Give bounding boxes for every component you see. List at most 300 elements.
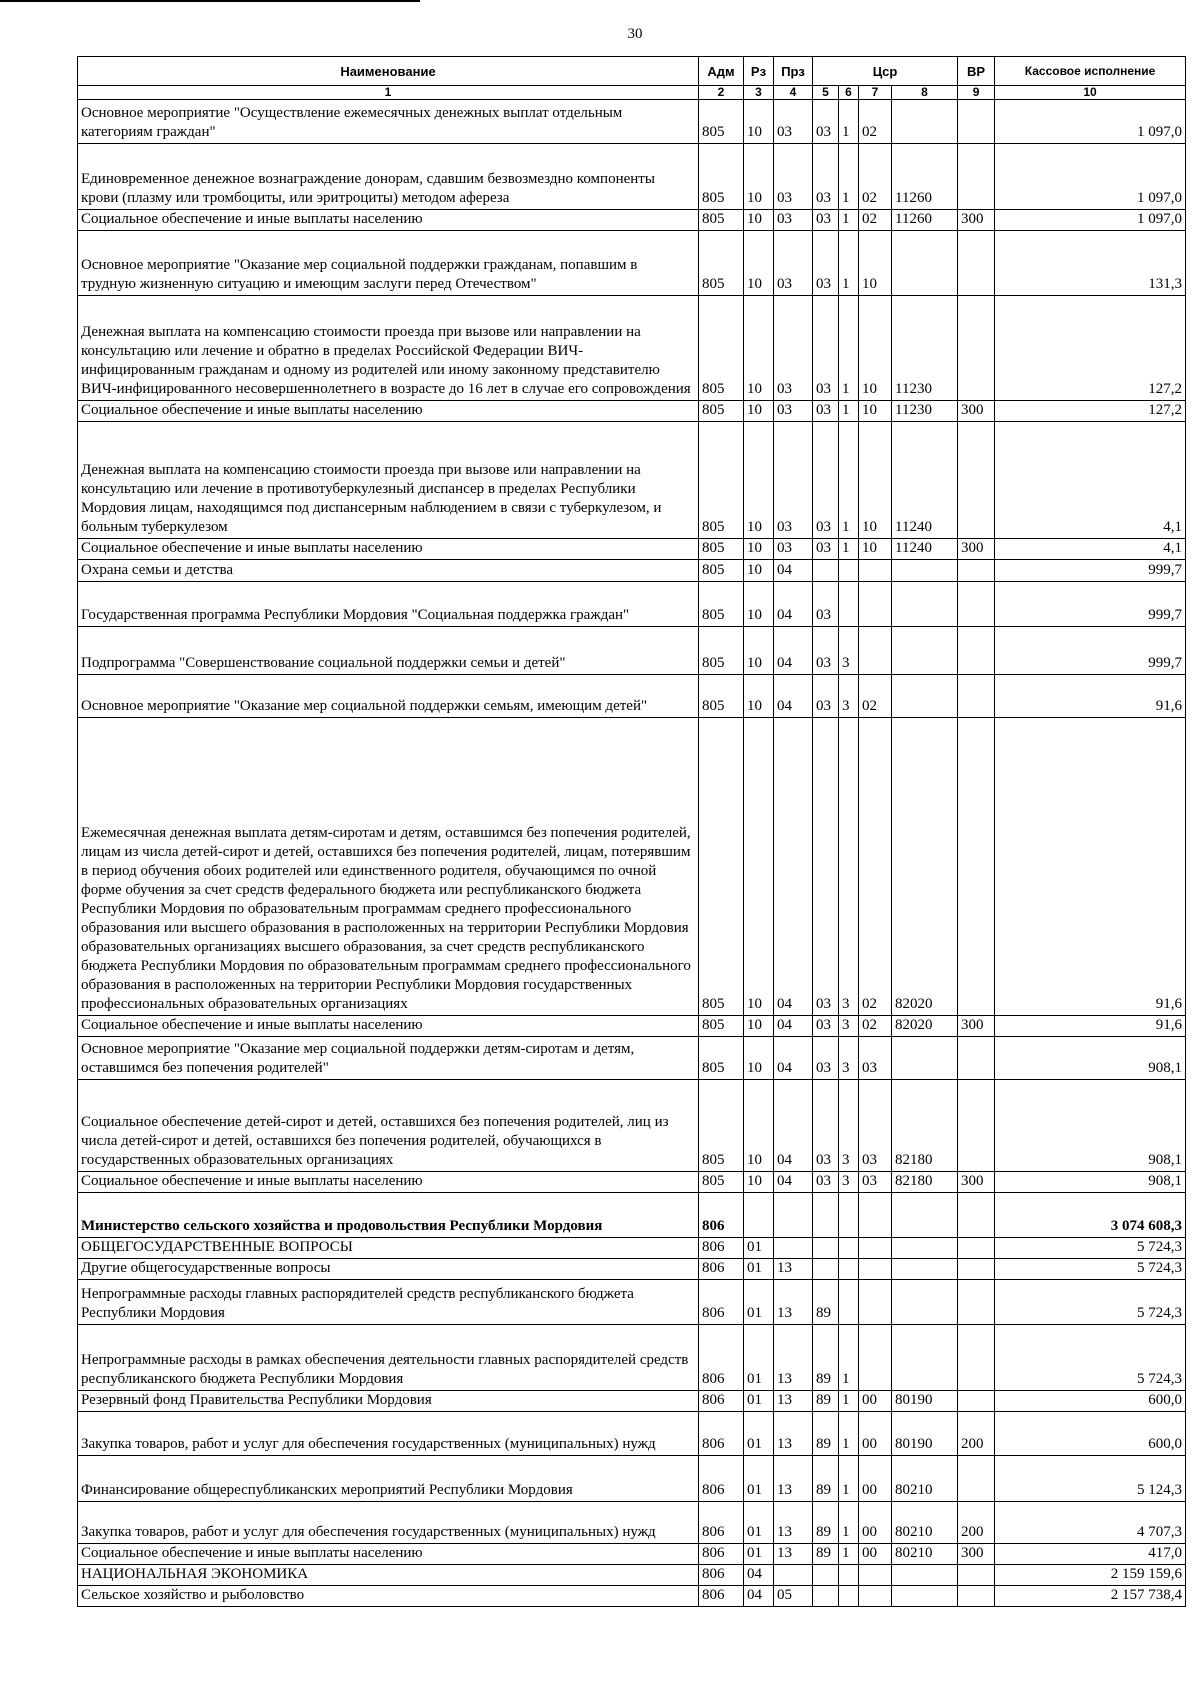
row-name-cell: Непрограммные расходы в рамках обеспечения деятельности главных распорядителей средств республиканского бюджета Республики Мордовия	[78, 1325, 699, 1391]
column-number: 8	[892, 86, 958, 100]
csr-program-cell	[813, 1193, 839, 1238]
adm-cell: 805	[699, 1080, 744, 1172]
csr-subprogram-cell: 1	[839, 1502, 859, 1544]
adm-cell: 805	[699, 675, 744, 718]
row-name-cell: Государственная программа Республики Мордовия "Социальная поддержка граждан"	[78, 582, 699, 627]
csr-event-cell	[859, 1325, 892, 1391]
prz-cell: 03	[774, 144, 813, 210]
rz-cell: 01	[744, 1325, 774, 1391]
row-name-cell: Денежная выплата на компенсацию стоимости проезда при вызове или направлении на консультацию или лечение в противотуберкулезный диспансер в пределах Республики Мордовия лицам, находящимся под диспансерным наблюдением в связи с туберкулезом, и больным туберкулезом	[78, 422, 699, 539]
prz-cell: 03	[774, 401, 813, 422]
csr-direction-cell: 11260	[892, 144, 958, 210]
vr-cell	[958, 144, 995, 210]
table-row	[78, 675, 1186, 718]
csr-subprogram-cell: 1	[839, 231, 859, 296]
prz-cell: 04	[774, 627, 813, 675]
amount-cell: 4 707,3	[995, 1502, 1186, 1544]
csr-subprogram-cell: 1	[839, 1391, 859, 1412]
rz-cell: 10	[744, 582, 774, 627]
adm-cell: 806	[699, 1238, 744, 1259]
csr-direction-cell	[892, 675, 958, 718]
adm-cell: 805	[699, 560, 744, 582]
vr-cell	[958, 582, 995, 627]
csr-subprogram-cell	[839, 1259, 859, 1280]
prz-cell	[774, 1193, 813, 1238]
header-rz: Рз	[744, 57, 774, 86]
rz-cell: 10	[744, 1016, 774, 1037]
csr-direction-cell	[892, 1586, 958, 1607]
amount-cell: 908,1	[995, 1172, 1186, 1193]
csr-event-cell: 02	[859, 718, 892, 1016]
amount-cell: 91,6	[995, 675, 1186, 718]
csr-event-cell	[859, 1565, 892, 1586]
csr-subprogram-cell: 1	[839, 210, 859, 231]
prz-cell	[774, 1238, 813, 1259]
csr-subprogram-cell	[839, 1586, 859, 1607]
rz-cell: 10	[744, 210, 774, 231]
prz-cell: 13	[774, 1259, 813, 1280]
csr-subprogram-cell: 1	[839, 401, 859, 422]
csr-program-cell: 89	[813, 1412, 839, 1456]
column-number: 4	[774, 86, 813, 100]
csr-event-cell: 00	[859, 1456, 892, 1502]
csr-program-cell	[813, 1259, 839, 1280]
table-row	[78, 296, 1186, 401]
column-number: 9	[958, 86, 995, 100]
csr-subprogram-cell: 3	[839, 1080, 859, 1172]
csr-subprogram-cell: 3	[839, 627, 859, 675]
amount-cell: 4,1	[995, 422, 1186, 539]
table-row	[78, 1016, 1186, 1037]
prz-cell: 13	[774, 1456, 813, 1502]
csr-program-cell	[813, 1238, 839, 1259]
csr-program-cell: 89	[813, 1325, 839, 1391]
rz-cell: 04	[744, 1586, 774, 1607]
column-number: 5	[813, 86, 839, 100]
rz-cell: 10	[744, 1037, 774, 1080]
row-name-cell: Единовременное денежное вознаграждение донорам, сдавшим безвозмездно компоненты крови (плазму или тромбоциты, или эритроциты) методом афереза	[78, 144, 699, 210]
table-row	[78, 210, 1186, 231]
amount-cell: 600,0	[995, 1391, 1186, 1412]
adm-cell: 805	[699, 1016, 744, 1037]
row-name-cell: Социальное обеспечение и иные выплаты населению	[78, 1016, 699, 1037]
csr-subprogram-cell	[839, 1565, 859, 1586]
adm-cell: 806	[699, 1193, 744, 1238]
vr-cell	[958, 1259, 995, 1280]
column-number: 1	[78, 86, 699, 100]
csr-program-cell: 03	[813, 401, 839, 422]
csr-direction-cell	[892, 1280, 958, 1325]
row-name-cell: Социальное обеспечение и иные выплаты населению	[78, 539, 699, 560]
csr-direction-cell	[892, 1037, 958, 1080]
csr-event-cell: 02	[859, 675, 892, 718]
rz-cell: 10	[744, 627, 774, 675]
csr-program-cell: 03	[813, 1080, 839, 1172]
csr-program-cell: 03	[813, 675, 839, 718]
adm-cell: 805	[699, 627, 744, 675]
rz-cell: 01	[744, 1259, 774, 1280]
rz-cell: 10	[744, 1172, 774, 1193]
csr-event-cell	[859, 1586, 892, 1607]
column-number-row	[78, 86, 1186, 100]
rz-cell: 04	[744, 1565, 774, 1586]
vr-cell: 200	[958, 1412, 995, 1456]
table-row	[78, 1412, 1186, 1456]
amount-cell: 5 724,3	[995, 1259, 1186, 1280]
csr-program-cell: 89	[813, 1456, 839, 1502]
prz-cell: 03	[774, 422, 813, 539]
adm-cell: 806	[699, 1502, 744, 1544]
csr-direction-cell: 82180	[892, 1080, 958, 1172]
table-row	[78, 1586, 1186, 1607]
csr-direction-cell	[892, 560, 958, 582]
amount-cell: 908,1	[995, 1037, 1186, 1080]
table-row	[78, 718, 1186, 1016]
csr-program-cell: 03	[813, 1037, 839, 1080]
csr-direction-cell: 80190	[892, 1412, 958, 1456]
adm-cell: 805	[699, 296, 744, 401]
rz-cell: 10	[744, 100, 774, 144]
header-name: Наименование	[78, 57, 699, 86]
csr-program-cell	[813, 1586, 839, 1607]
prz-cell: 04	[774, 560, 813, 582]
csr-direction-cell	[892, 1193, 958, 1238]
csr-event-cell: 03	[859, 1037, 892, 1080]
table-row	[78, 1325, 1186, 1391]
row-name-cell: Охрана семьи и детства	[78, 560, 699, 582]
header-csr: Цср	[813, 57, 958, 86]
table-row	[78, 100, 1186, 144]
amount-cell: 600,0	[995, 1412, 1186, 1456]
vr-cell	[958, 718, 995, 1016]
amount-cell: 999,7	[995, 627, 1186, 675]
csr-subprogram-cell	[839, 1238, 859, 1259]
table-row	[78, 539, 1186, 560]
amount-cell: 3 074 608,3	[995, 1193, 1186, 1238]
csr-program-cell: 03	[813, 296, 839, 401]
csr-event-cell	[859, 582, 892, 627]
prz-cell: 13	[774, 1325, 813, 1391]
csr-subprogram-cell: 3	[839, 1016, 859, 1037]
csr-subprogram-cell: 1	[839, 100, 859, 144]
row-name-cell: Основное мероприятие "Оказание мер социальной поддержки детям-сиротам и детям, оставшимся без попечения родителей"	[78, 1037, 699, 1080]
table-row	[78, 1037, 1186, 1080]
prz-cell: 03	[774, 296, 813, 401]
row-name-cell: Основное мероприятие "Оказание мер социальной поддержки семьям, имеющим детей"	[78, 675, 699, 718]
vr-cell	[958, 675, 995, 718]
prz-cell	[774, 1565, 813, 1586]
vr-cell	[958, 1325, 995, 1391]
vr-cell	[958, 231, 995, 296]
prz-cell: 03	[774, 210, 813, 231]
adm-cell: 806	[699, 1565, 744, 1586]
csr-event-cell: 02	[859, 210, 892, 231]
adm-cell: 805	[699, 100, 744, 144]
amount-cell: 999,7	[995, 582, 1186, 627]
rz-cell: 10	[744, 560, 774, 582]
csr-direction-cell: 11230	[892, 401, 958, 422]
adm-cell: 805	[699, 582, 744, 627]
csr-direction-cell: 80210	[892, 1544, 958, 1565]
csr-direction-cell	[892, 100, 958, 144]
vr-cell: 300	[958, 1016, 995, 1037]
csr-subprogram-cell: 1	[839, 539, 859, 560]
vr-cell	[958, 1565, 995, 1586]
prz-cell: 13	[774, 1412, 813, 1456]
csr-subprogram-cell: 1	[839, 296, 859, 401]
vr-cell	[958, 422, 995, 539]
prz-cell: 05	[774, 1586, 813, 1607]
row-name-cell: Социальное обеспечение детей-сирот и детей, оставшихся без попечения родителей, лиц из числа детей-сирот и детей, оставшихся без попечения родителей, обучающихся в государственных образовательных организациях	[78, 1080, 699, 1172]
adm-cell: 806	[699, 1259, 744, 1280]
table-row	[78, 1259, 1186, 1280]
adm-cell: 806	[699, 1544, 744, 1565]
vr-cell	[958, 1391, 995, 1412]
csr-subprogram-cell: 1	[839, 422, 859, 539]
row-name-cell: Закупка товаров, работ и услуг для обеспечения государственных (муниципальных) нужд	[78, 1502, 699, 1544]
page-number: 30	[627, 26, 643, 42]
column-number: 3	[744, 86, 774, 100]
row-name-cell: Социальное обеспечение и иные выплаты населению	[78, 401, 699, 422]
csr-subprogram-cell: 1	[839, 144, 859, 210]
adm-cell: 806	[699, 1586, 744, 1607]
amount-cell: 91,6	[995, 718, 1186, 1016]
table-row	[78, 1456, 1186, 1502]
csr-event-cell: 10	[859, 231, 892, 296]
csr-direction-cell: 11240	[892, 422, 958, 539]
prz-cell: 04	[774, 675, 813, 718]
csr-program-cell: 89	[813, 1280, 839, 1325]
vr-cell	[958, 1586, 995, 1607]
table-row	[78, 401, 1186, 422]
csr-event-cell: 03	[859, 1080, 892, 1172]
csr-direction-cell	[892, 231, 958, 296]
vr-cell	[958, 1037, 995, 1080]
amount-cell: 91,6	[995, 1016, 1186, 1037]
prz-cell: 04	[774, 1037, 813, 1080]
csr-program-cell: 03	[813, 231, 839, 296]
adm-cell: 805	[699, 144, 744, 210]
rz-cell: 10	[744, 718, 774, 1016]
csr-event-cell: 10	[859, 539, 892, 560]
rz-cell: 01	[744, 1544, 774, 1565]
csr-event-cell: 00	[859, 1391, 892, 1412]
csr-event-cell	[859, 1238, 892, 1259]
prz-cell: 04	[774, 1080, 813, 1172]
column-number: 7	[859, 86, 892, 100]
csr-direction-cell: 82020	[892, 1016, 958, 1037]
adm-cell: 805	[699, 401, 744, 422]
table-row	[78, 422, 1186, 539]
csr-event-cell: 00	[859, 1502, 892, 1544]
csr-event-cell	[859, 1193, 892, 1238]
csr-subprogram-cell: 3	[839, 675, 859, 718]
csr-program-cell	[813, 560, 839, 582]
csr-event-cell: 02	[859, 100, 892, 144]
amount-cell: 908,1	[995, 1080, 1186, 1172]
adm-cell: 806	[699, 1412, 744, 1456]
vr-cell	[958, 627, 995, 675]
rz-cell: 01	[744, 1412, 774, 1456]
rz-cell: 10	[744, 675, 774, 718]
prz-cell: 04	[774, 1016, 813, 1037]
prz-cell: 04	[774, 718, 813, 1016]
vr-cell	[958, 100, 995, 144]
csr-event-cell: 03	[859, 1172, 892, 1193]
csr-subprogram-cell: 1	[839, 1412, 859, 1456]
adm-cell: 805	[699, 539, 744, 560]
prz-cell: 13	[774, 1280, 813, 1325]
csr-program-cell: 03	[813, 144, 839, 210]
csr-subprogram-cell: 3	[839, 1037, 859, 1080]
csr-program-cell: 03	[813, 422, 839, 539]
row-name-cell: Социальное обеспечение и иные выплаты населению	[78, 1172, 699, 1193]
csr-direction-cell	[892, 1325, 958, 1391]
amount-cell: 417,0	[995, 1544, 1186, 1565]
header-vr: ВР	[958, 57, 995, 86]
csr-event-cell: 10	[859, 296, 892, 401]
row-name-cell: Социальное обеспечение и иные выплаты населению	[78, 1544, 699, 1565]
amount-cell: 999,7	[995, 560, 1186, 582]
amount-cell: 1 097,0	[995, 144, 1186, 210]
table-row	[78, 1193, 1186, 1238]
table-row	[78, 1544, 1186, 1565]
header-row	[78, 57, 1186, 86]
budget-execution-table	[77, 56, 1186, 1607]
rz-cell: 10	[744, 231, 774, 296]
csr-direction-cell	[892, 627, 958, 675]
vr-cell	[958, 1080, 995, 1172]
column-number: 2	[699, 86, 744, 100]
vr-cell: 300	[958, 210, 995, 231]
csr-event-cell	[859, 1259, 892, 1280]
rz-cell: 01	[744, 1456, 774, 1502]
prz-cell: 04	[774, 582, 813, 627]
row-name-cell: НАЦИОНАЛЬНАЯ ЭКОНОМИКА	[78, 1565, 699, 1586]
csr-direction-cell	[892, 582, 958, 627]
rz-cell: 01	[744, 1238, 774, 1259]
amount-cell: 5 724,3	[995, 1325, 1186, 1391]
adm-cell: 805	[699, 231, 744, 296]
prz-cell: 03	[774, 231, 813, 296]
row-name-cell: Основное мероприятие "Осуществление ежемесячных денежных выплат отдельным категориям граждан"	[78, 100, 699, 144]
amount-cell: 5 124,3	[995, 1456, 1186, 1502]
row-name-cell: Закупка товаров, работ и услуг для обеспечения государственных (муниципальных) нужд	[78, 1412, 699, 1456]
rz-cell: 10	[744, 144, 774, 210]
csr-program-cell: 03	[813, 210, 839, 231]
amount-cell: 131,3	[995, 231, 1186, 296]
csr-event-cell: 02	[859, 144, 892, 210]
amount-cell: 127,2	[995, 296, 1186, 401]
csr-direction-cell: 11240	[892, 539, 958, 560]
table-row	[78, 627, 1186, 675]
csr-event-cell: 10	[859, 422, 892, 539]
csr-direction-cell	[892, 1238, 958, 1259]
csr-program-cell: 03	[813, 627, 839, 675]
table-row	[78, 1280, 1186, 1325]
vr-cell	[958, 1456, 995, 1502]
adm-cell: 806	[699, 1280, 744, 1325]
header-amount: Кассовое исполнение	[995, 57, 1186, 86]
adm-cell: 806	[699, 1391, 744, 1412]
rz-cell: 10	[744, 1080, 774, 1172]
amount-cell: 1 097,0	[995, 100, 1186, 144]
csr-subprogram-cell: 1	[839, 1325, 859, 1391]
header-adm: Адм	[699, 57, 744, 86]
vr-cell: 300	[958, 1544, 995, 1565]
column-number: 6	[839, 86, 859, 100]
amount-cell: 1 097,0	[995, 210, 1186, 231]
row-name-cell: Финансирование общереспубликанских мероприятий Республики Мордовия	[78, 1456, 699, 1502]
table-row	[78, 1565, 1186, 1586]
prz-cell: 13	[774, 1391, 813, 1412]
adm-cell: 805	[699, 210, 744, 231]
row-name-cell: Социальное обеспечение и иные выплаты населению	[78, 210, 699, 231]
csr-direction-cell: 82020	[892, 718, 958, 1016]
adm-cell: 806	[699, 1325, 744, 1391]
adm-cell: 805	[699, 422, 744, 539]
amount-cell: 127,2	[995, 401, 1186, 422]
csr-event-cell: 10	[859, 401, 892, 422]
csr-subprogram-cell	[839, 1280, 859, 1325]
vr-cell	[958, 1193, 995, 1238]
vr-cell: 300	[958, 1172, 995, 1193]
vr-cell: 300	[958, 539, 995, 560]
csr-direction-cell	[892, 1565, 958, 1586]
row-name-cell: Основное мероприятие "Оказание мер социальной поддержки гражданам, попавшим в трудную жизненную ситуацию и имеющим заслуги перед Отечеством"	[78, 231, 699, 296]
csr-program-cell: 89	[813, 1544, 839, 1565]
row-name-cell: Денежная выплата на компенсацию стоимости проезда при вызове или направлении на консультацию или лечение и обратно в пределах Российской Федерации ВИЧ-инфицированным гражданам и одному из родителей или иному законному представителю ВИЧ-инфицированного несовершеннолетнего в возрасте до 16 лет в случае его сопровождения	[78, 296, 699, 401]
vr-cell	[958, 1280, 995, 1325]
prz-cell: 13	[774, 1502, 813, 1544]
csr-subprogram-cell: 3	[839, 1172, 859, 1193]
csr-program-cell: 03	[813, 718, 839, 1016]
csr-program-cell: 03	[813, 539, 839, 560]
row-name-cell: ОБЩЕГОСУДАРСТВЕННЫЕ ВОПРОСЫ	[78, 1238, 699, 1259]
csr-subprogram-cell: 1	[839, 1544, 859, 1565]
adm-cell: 805	[699, 1037, 744, 1080]
rz-cell: 01	[744, 1502, 774, 1544]
rz-cell: 01	[744, 1391, 774, 1412]
csr-event-cell	[859, 627, 892, 675]
rz-cell: 10	[744, 401, 774, 422]
row-name-cell: Сельское хозяйство и рыболовство	[78, 1586, 699, 1607]
adm-cell: 806	[699, 1456, 744, 1502]
rz-cell: 10	[744, 422, 774, 539]
csr-subprogram-cell	[839, 560, 859, 582]
csr-program-cell: 03	[813, 582, 839, 627]
row-name-cell: Непрограммные расходы главных распорядителей средств республиканского бюджета Республики Мордовия	[78, 1280, 699, 1325]
top-rule	[0, 0, 420, 2]
table-body	[78, 100, 1186, 1607]
row-name-cell: Ежемесячная денежная выплата детям-сиротам и детям, оставшимся без попечения родителей, лицам из числа детей-сирот и детей, оставшихся без попечения родителей, лицам, потерявшим в период обучения обоих родителей или единственного родителя, обучающимся по очной форме обучения за счет средств федерального бюджета или республиканского бюджета Республики Мордовия по образовательным программам среднего профессионального образования или высшего образования в расположенных на территории Республики Мордовия образовательных организациях высшего образования, за счет средств республиканского бюджета Республики Мордовия по образовательным программам среднего профессионального образования в расположенных на территории Республики Мордовия государственных профессиональных образовательных организациях	[78, 718, 699, 1016]
csr-direction-cell: 11230	[892, 296, 958, 401]
vr-cell	[958, 1238, 995, 1259]
column-number: 10	[995, 86, 1186, 100]
table-row	[78, 231, 1186, 296]
csr-direction-cell: 80210	[892, 1456, 958, 1502]
table-row	[78, 1391, 1186, 1412]
table-row	[78, 1238, 1186, 1259]
amount-cell: 2 157 738,4	[995, 1586, 1186, 1607]
csr-event-cell	[859, 1280, 892, 1325]
csr-subprogram-cell: 3	[839, 718, 859, 1016]
table-row	[78, 1172, 1186, 1193]
csr-direction-cell: 82180	[892, 1172, 958, 1193]
amount-cell: 5 724,3	[995, 1280, 1186, 1325]
row-name-cell: Другие общегосударственные вопросы	[78, 1259, 699, 1280]
table-row	[78, 560, 1186, 582]
